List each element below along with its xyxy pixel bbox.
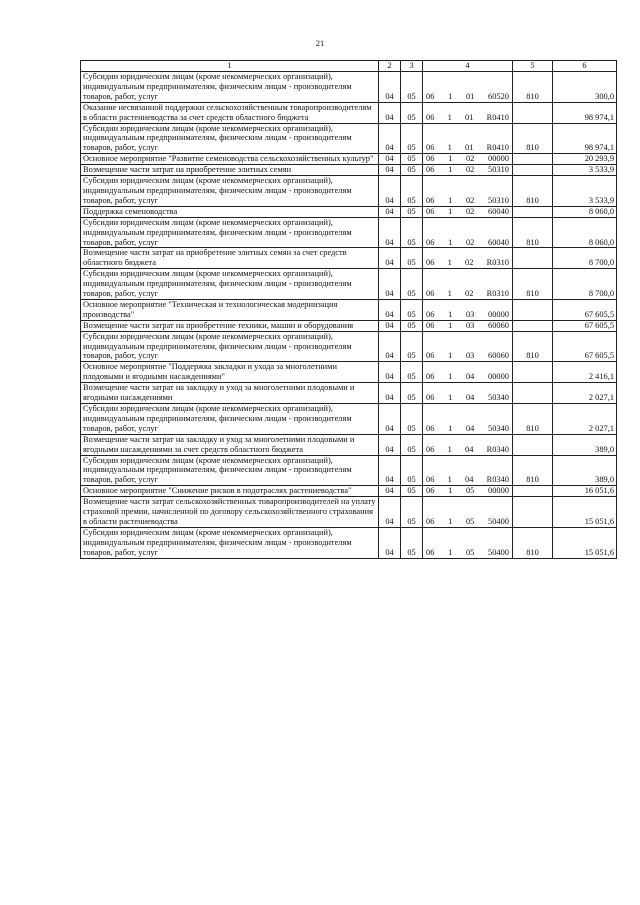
row-name: Субсидии юридическим лицам (кроме некоммерческих организаций), индивидуальным предпринимателям, физическим лицам - производителям товаров, работ, услуг <box>81 217 379 248</box>
header-col-3: 3 <box>401 61 423 72</box>
row-target-code <box>423 217 513 248</box>
row-subsection: 05 <box>401 154 423 165</box>
code-activity: 02 <box>465 237 475 247</box>
row-sum: 8 060,0 <box>553 206 617 217</box>
row-expense-type <box>513 320 553 331</box>
row-target-code <box>423 299 513 320</box>
row-sum: 389,0 <box>553 434 617 455</box>
code-program: 06 <box>426 393 435 403</box>
row-target-code <box>423 206 513 217</box>
row-expense-type: 810 <box>513 455 553 486</box>
row-sum: 20 293,9 <box>553 154 617 165</box>
row-name: Субсидии юридическим лицам (кроме некоммерческих организаций), индивидуальным предпринимателям, физическим лицам - производителям товаров, работ, услуг <box>81 455 379 486</box>
code-program: 06 <box>426 91 435 101</box>
row-section: 04 <box>379 362 401 383</box>
row-subsection: 05 <box>401 434 423 455</box>
table-row <box>81 455 617 486</box>
row-target-code <box>423 455 513 486</box>
code-program: 06 <box>426 444 435 454</box>
code-subprogram: 1 <box>448 237 453 247</box>
code-activity: 03 <box>465 320 475 330</box>
code-activity: 02 <box>465 206 475 216</box>
row-subsection: 05 <box>401 102 423 123</box>
table-row <box>81 123 617 154</box>
row-name: Основное мероприятие "Развитие семеноводства сельскохозяйственных культур" <box>81 154 379 165</box>
header-col-6: 6 <box>553 61 617 72</box>
code-subprogram: 1 <box>448 165 453 175</box>
row-target-code <box>423 383 513 404</box>
row-section: 04 <box>379 320 401 331</box>
row-subsection: 05 <box>401 248 423 269</box>
header-col-4: 4 <box>423 61 513 72</box>
row-sum: 389,0 <box>553 455 617 486</box>
code-direction: 50400 <box>488 547 509 557</box>
row-section: 04 <box>379 154 401 165</box>
row-name: Субсидии юридическим лицам (кроме некоммерческих организаций), индивидуальным предпринимателям, физическим лицам - производителям товаров, работ, услуг <box>81 123 379 154</box>
header-col-1: 1 <box>81 61 379 72</box>
row-subsection: 05 <box>401 123 423 154</box>
code-activity: 03 <box>465 351 475 361</box>
code-program: 06 <box>426 351 435 361</box>
code-activity: 02 <box>465 258 474 268</box>
table-row <box>81 383 617 404</box>
row-expense-type <box>513 434 553 455</box>
row-sum: 8 700,0 <box>553 269 617 300</box>
code-activity: 01 <box>465 91 475 101</box>
row-subsection: 05 <box>401 362 423 383</box>
row-sum: 98 974,1 <box>553 123 617 154</box>
row-section: 04 <box>379 331 401 362</box>
code-activity: 04 <box>465 372 475 382</box>
code-direction: 00000 <box>488 486 509 496</box>
row-sum: 15 051,6 <box>553 497 617 528</box>
row-sum: 67 605,5 <box>553 331 617 362</box>
row-expense-type: 810 <box>513 217 553 248</box>
row-sum: 8 060,0 <box>553 217 617 248</box>
code-program: 06 <box>426 516 435 526</box>
row-expense-type: 810 <box>513 72 553 103</box>
table-row <box>81 154 617 165</box>
table-row <box>81 331 617 362</box>
code-activity: 04 <box>465 423 475 433</box>
code-subprogram: 1 <box>448 547 453 557</box>
row-name: Основное мероприятие "Техническая и технологическая модернизация производства" <box>81 299 379 320</box>
code-activity: 02 <box>465 154 475 164</box>
code-direction: 50340 <box>488 393 509 403</box>
row-sum: 67 605,5 <box>553 320 617 331</box>
code-program: 06 <box>426 320 435 330</box>
row-name: Возмещение части затрат сельскохозяйственных товаропроизводителей на уплату страховой премии, начисленной по договору сельскохозяйственного страхования в области растениеводства <box>81 497 379 528</box>
code-activity: 04 <box>465 444 474 454</box>
row-subsection: 05 <box>401 404 423 435</box>
row-expense-type <box>513 248 553 269</box>
row-name: Субсидии юридическим лицам (кроме некоммерческих организаций), индивидуальным предпринимателям, физическим лицам - производителям товаров, работ, услуг <box>81 72 379 103</box>
row-section: 04 <box>379 404 401 435</box>
code-program: 06 <box>426 154 435 164</box>
row-target-code <box>423 331 513 362</box>
row-section: 04 <box>379 102 401 123</box>
row-subsection: 05 <box>401 217 423 248</box>
row-section: 04 <box>379 455 401 486</box>
row-target-code <box>423 123 513 154</box>
code-direction: 00000 <box>488 372 509 382</box>
row-subsection: 05 <box>401 331 423 362</box>
row-subsection: 05 <box>401 455 423 486</box>
code-program: 06 <box>426 289 435 299</box>
code-subprogram: 1 <box>448 516 453 526</box>
row-section: 04 <box>379 72 401 103</box>
row-name: Возмещение части затрат на закладку и уход за многолетними плодовыми и ягодными насаждениями за счет средств областного бюджета <box>81 434 379 455</box>
row-section: 04 <box>379 206 401 217</box>
table-row <box>81 248 617 269</box>
row-section: 04 <box>379 269 401 300</box>
row-target-code <box>423 320 513 331</box>
row-target-code <box>423 434 513 455</box>
code-subprogram: 1 <box>447 112 452 122</box>
row-subsection: 05 <box>401 527 423 558</box>
row-expense-type <box>513 362 553 383</box>
code-subprogram: 1 <box>447 289 452 299</box>
row-target-code <box>423 176 513 207</box>
row-section: 04 <box>379 486 401 497</box>
table-row <box>81 434 617 455</box>
row-expense-type: 810 <box>513 176 553 207</box>
row-name: Оказание несвязанной поддержки сельскохозяйственным товаропроизводителям в области растениеводства за счет средств областного бюджета <box>81 102 379 123</box>
code-program: 06 <box>426 475 435 485</box>
code-subprogram: 1 <box>447 143 452 153</box>
row-expense-type: 810 <box>513 123 553 154</box>
code-direction: 50340 <box>488 423 509 433</box>
row-section: 04 <box>379 248 401 269</box>
row-target-code <box>423 165 513 176</box>
table-row <box>81 299 617 320</box>
code-activity: 02 <box>465 195 475 205</box>
row-target-code <box>423 248 513 269</box>
row-target-code <box>423 269 513 300</box>
row-target-code <box>423 102 513 123</box>
code-program: 06 <box>426 423 435 433</box>
page-number: 21 <box>315 38 325 48</box>
row-target-code <box>423 362 513 383</box>
code-direction: R0340 <box>486 475 509 485</box>
row-expense-type <box>513 383 553 404</box>
row-sum: 16 051,6 <box>553 486 617 497</box>
code-subprogram: 1 <box>447 258 452 268</box>
row-subsection: 05 <box>401 176 423 207</box>
row-name: Субсидии юридическим лицам (кроме некоммерческих организаций), индивидуальным предпринимателям, физическим лицам - производителям товаров, работ, услуг <box>81 404 379 435</box>
row-section: 04 <box>379 176 401 207</box>
row-section: 04 <box>379 217 401 248</box>
code-direction: 60040 <box>488 237 509 247</box>
table-row <box>81 102 617 123</box>
code-direction: 00000 <box>488 309 509 319</box>
code-subprogram: 1 <box>448 486 453 496</box>
row-name: Субсидии юридическим лицам (кроме некоммерческих организаций), индивидуальным предпринимателям, физическим лицам - производителям товаров, работ, услуг <box>81 176 379 207</box>
row-name: Субсидии юридическим лицам (кроме некоммерческих организаций), индивидуальным предпринимателям, физическим лицам - производителям товаров, работ, услуг <box>81 331 379 362</box>
code-activity: 02 <box>465 289 474 299</box>
row-expense-type: 810 <box>513 331 553 362</box>
code-subprogram: 1 <box>448 351 453 361</box>
row-subsection: 05 <box>401 299 423 320</box>
row-target-code <box>423 154 513 165</box>
code-subprogram: 1 <box>448 206 453 216</box>
row-expense-type <box>513 102 553 123</box>
code-direction: 60520 <box>488 91 509 101</box>
code-direction: R0310 <box>486 258 509 268</box>
code-direction: 60040 <box>488 206 509 216</box>
code-direction: 50310 <box>488 195 509 205</box>
row-expense-type <box>513 154 553 165</box>
row-section: 04 <box>379 527 401 558</box>
code-direction: 60060 <box>488 320 509 330</box>
code-subprogram: 1 <box>448 423 453 433</box>
row-target-code <box>423 404 513 435</box>
code-activity: 01 <box>465 143 474 153</box>
code-program: 06 <box>426 547 435 557</box>
row-sum: 67 605,5 <box>553 299 617 320</box>
code-activity: 03 <box>465 309 475 319</box>
code-direction: R0410 <box>486 143 509 153</box>
code-program: 06 <box>426 143 435 153</box>
code-subprogram: 1 <box>448 372 453 382</box>
row-name: Поддержка семеноводства <box>81 206 379 217</box>
code-program: 06 <box>426 165 435 175</box>
code-program: 06 <box>426 309 435 319</box>
row-subsection: 05 <box>401 320 423 331</box>
code-subprogram: 1 <box>448 154 453 164</box>
row-section: 04 <box>379 123 401 154</box>
code-activity: 05 <box>465 486 475 496</box>
code-activity: 05 <box>465 516 475 526</box>
table-row <box>81 362 617 383</box>
row-sum: 8 700,0 <box>553 248 617 269</box>
row-sum: 2 027,1 <box>553 383 617 404</box>
row-sum: 2 027,1 <box>553 404 617 435</box>
code-activity: 02 <box>465 165 475 175</box>
table-header-row <box>81 61 617 72</box>
header-col-5: 5 <box>513 61 553 72</box>
table-row <box>81 217 617 248</box>
row-subsection: 05 <box>401 72 423 103</box>
table-row <box>81 176 617 207</box>
table-row <box>81 72 617 103</box>
row-section: 04 <box>379 434 401 455</box>
table-row <box>81 527 617 558</box>
row-name: Возмещение части затрат на закладку и уход за многолетними плодовыми и ягодными насаждениями <box>81 383 379 404</box>
row-name: Возмещение части затрат на приобретение элитных семян <box>81 165 379 176</box>
row-sum: 15 051,6 <box>553 527 617 558</box>
row-expense-type <box>513 165 553 176</box>
code-program: 06 <box>426 486 435 496</box>
row-sum: 3 533,9 <box>553 176 617 207</box>
row-name: Возмещение части затрат на приобретение элитных семян за счет средств областного бюджета <box>81 248 379 269</box>
row-subsection: 05 <box>401 383 423 404</box>
row-sum: 2 416,1 <box>553 362 617 383</box>
code-subprogram: 1 <box>448 91 453 101</box>
row-section: 04 <box>379 299 401 320</box>
code-direction: 50400 <box>488 516 509 526</box>
row-name: Основное мероприятие "Снижение рисков в подотраслях растениеводства" <box>81 486 379 497</box>
row-target-code <box>423 497 513 528</box>
code-subprogram: 1 <box>448 309 453 319</box>
row-subsection: 05 <box>401 486 423 497</box>
code-subprogram: 1 <box>448 393 453 403</box>
budget-table <box>80 60 617 559</box>
row-target-code <box>423 527 513 558</box>
row-expense-type <box>513 486 553 497</box>
code-program: 06 <box>426 237 435 247</box>
row-expense-type: 810 <box>513 404 553 435</box>
row-section: 04 <box>379 497 401 528</box>
code-direction: 50310 <box>488 165 509 175</box>
table-row <box>81 320 617 331</box>
code-program: 06 <box>426 206 435 216</box>
row-expense-type <box>513 497 553 528</box>
row-expense-type <box>513 299 553 320</box>
row-name: Возмещение части затрат на приобретение техники, машин и оборудования <box>81 320 379 331</box>
code-program: 06 <box>426 372 435 382</box>
row-section: 04 <box>379 165 401 176</box>
row-expense-type: 810 <box>513 527 553 558</box>
table-row <box>81 404 617 435</box>
code-activity: 04 <box>465 475 474 485</box>
table-row <box>81 269 617 300</box>
row-name: Субсидии юридическим лицам (кроме некоммерческих организаций), индивидуальным предпринимателям, физическим лицам - производителям товаров, работ, услуг <box>81 527 379 558</box>
row-sum: 98 974,1 <box>553 102 617 123</box>
table-row <box>81 486 617 497</box>
row-subsection: 05 <box>401 206 423 217</box>
table-row <box>81 206 617 217</box>
row-expense-type <box>513 206 553 217</box>
code-activity: 01 <box>465 112 474 122</box>
code-subprogram: 1 <box>448 320 453 330</box>
row-target-code <box>423 72 513 103</box>
code-direction: R0410 <box>486 112 509 122</box>
code-subprogram: 1 <box>447 475 452 485</box>
code-subprogram: 1 <box>447 444 452 454</box>
row-target-code <box>423 486 513 497</box>
code-direction: R0340 <box>486 444 509 454</box>
code-subprogram: 1 <box>448 195 453 205</box>
code-direction: 60060 <box>488 351 509 361</box>
row-expense-type: 810 <box>513 269 553 300</box>
row-section: 04 <box>379 383 401 404</box>
row-subsection: 05 <box>401 497 423 528</box>
row-sum: 3 533,9 <box>553 165 617 176</box>
row-sum: 300,0 <box>553 72 617 103</box>
code-program: 06 <box>426 258 435 268</box>
code-direction: 00000 <box>488 154 509 164</box>
table-row <box>81 165 617 176</box>
row-name: Основное мероприятие "Поддержка закладки и ухода за многолетними плодовыми и ягодными насаждениями" <box>81 362 379 383</box>
code-program: 06 <box>426 195 435 205</box>
code-activity: 05 <box>465 547 475 557</box>
code-direction: R0310 <box>486 289 509 299</box>
table-row <box>81 497 617 528</box>
row-subsection: 05 <box>401 165 423 176</box>
code-activity: 04 <box>465 393 475 403</box>
row-name: Субсидии юридическим лицам (кроме некоммерческих организаций), индивидуальным предпринимателям, физическим лицам - производителям товаров, работ, услуг <box>81 269 379 300</box>
code-program: 06 <box>426 112 435 122</box>
header-col-2: 2 <box>379 61 401 72</box>
row-subsection: 05 <box>401 269 423 300</box>
